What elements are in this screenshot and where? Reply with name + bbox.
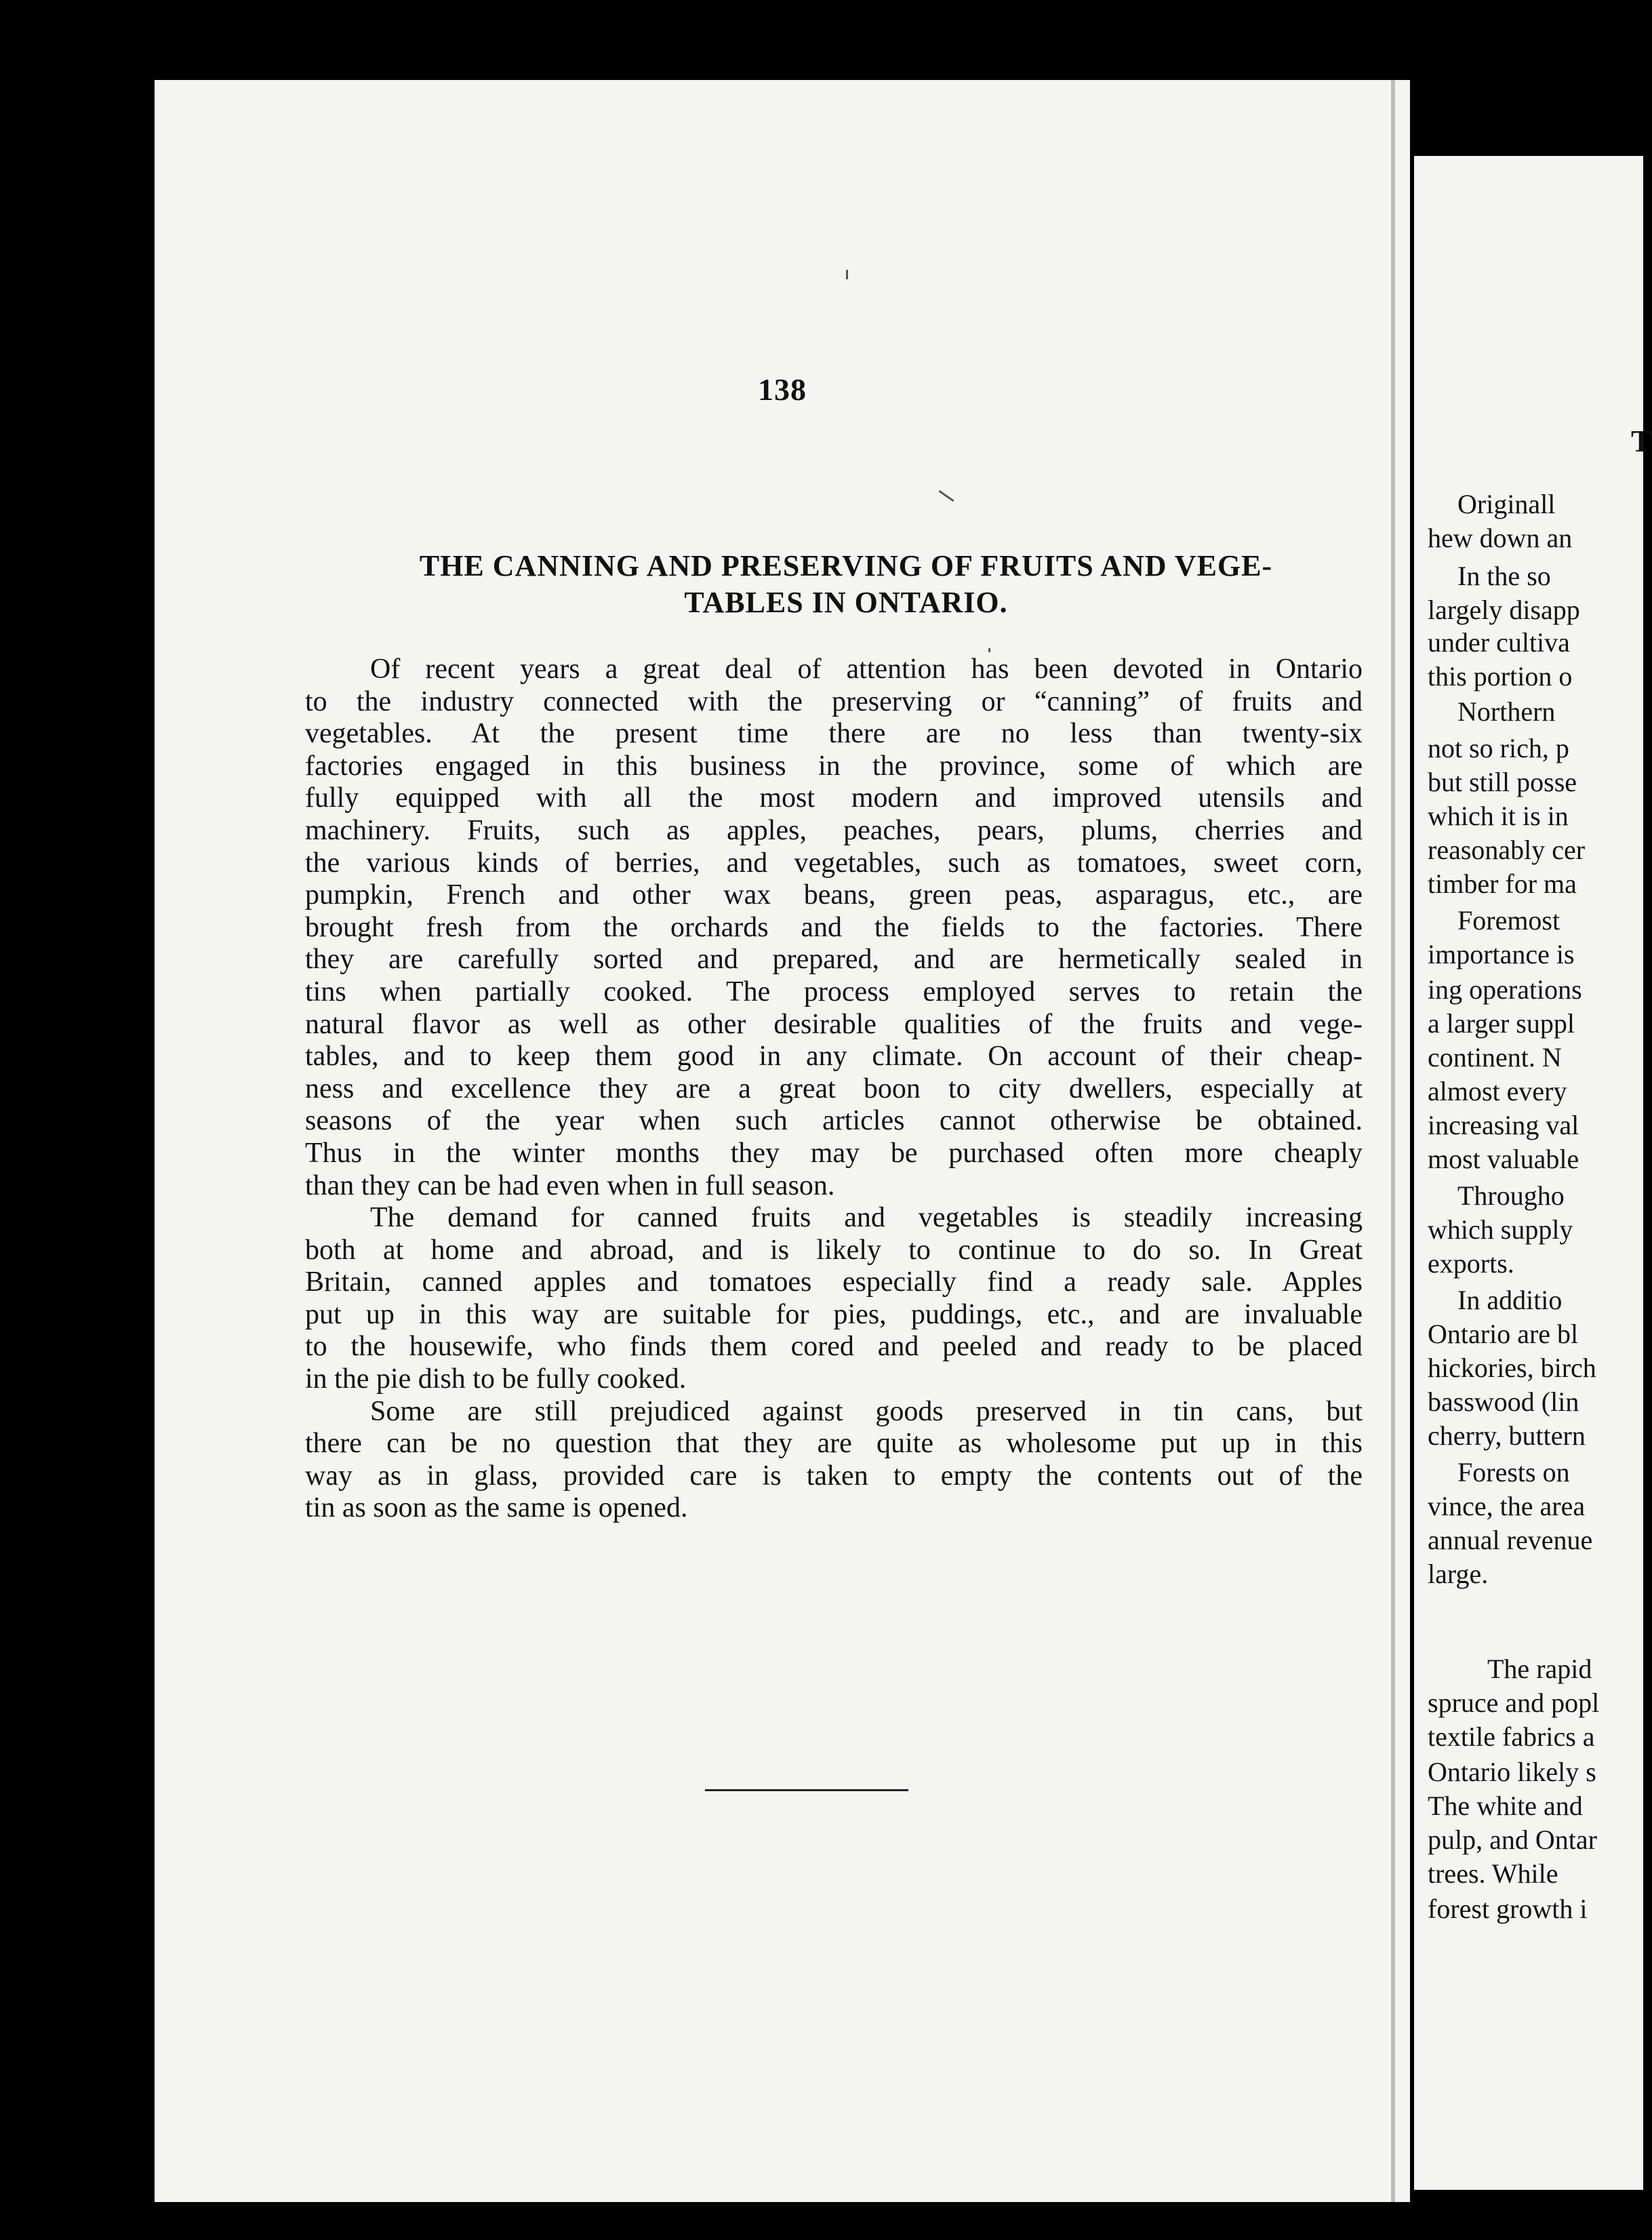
facing-line: under cultiva [1428,627,1570,658]
facing-line: spruce and popl [1428,1687,1600,1718]
facing-line: increasing val [1428,1110,1579,1140]
facing-line: trees. While [1428,1858,1558,1889]
text-line: Thus in the winter months they may be purchased often more cheaply [305,1137,1363,1169]
text-line: ness and excellence they are a great boon to city dwellers, especially at [305,1073,1363,1104]
text-line: machinery. Fruits, such as apples, peaches, pears, plums, cherries and [305,814,1363,846]
text-line: way as in glass, provided care is taken to empty the contents out of the [305,1460,1363,1492]
facing-line: forest growth i [1428,1894,1588,1924]
scan-speck [988,648,990,652]
title-line-2: TABLES IN ONTARIO. [684,586,1008,619]
page-number: 138 [758,372,807,407]
facing-line: largely disapp [1428,595,1580,625]
facing-line: this portion o [1428,661,1573,692]
facing-line: almost every [1428,1076,1567,1106]
paragraph-3 [305,1396,1363,1525]
text-line: pumpkin, French and other wax beans, green peas, asparagus, etc., are [305,879,1363,911]
facing-line: annual revenue [1428,1525,1593,1555]
text-line: Britain, canned apples and tomatoes especially find a ready sale. Apples [305,1266,1363,1298]
facing-line: cherry, buttern [1428,1420,1586,1451]
facing-line: The white and [1428,1791,1583,1821]
facing-line: Forests on [1457,1457,1570,1487]
facing-line: a larger suppl [1428,1008,1575,1039]
text-line: natural flavor as well as other desirable qualities of the fruits and vege- [305,1008,1363,1040]
facing-line: In additio [1457,1285,1563,1315]
text-line: they are carefully sorted and prepared, and are hermetically sealed in [305,944,1363,976]
text-line: to the housewife, who finds them cored and peeled and ready to be placed [305,1331,1363,1363]
page-gutter [1391,80,1395,2202]
facing-line: continent. N [1428,1042,1562,1073]
facing-line: timber for ma [1428,868,1577,899]
facing-line: Ontario are bl [1428,1319,1579,1349]
text-line: to the industry connected with the preserving or “canning” of fruits and [305,685,1363,717]
facing-line: large. [1428,1559,1489,1589]
facing-line: hew down an [1428,523,1573,553]
text-line: tables, and to keep them good in any climate. On account of their cheap- [305,1041,1363,1073]
facing-line: Originall [1457,489,1556,519]
text-line: tins when partially cooked. The process employed serves to retain the [305,976,1363,1007]
left-page [155,80,1410,2202]
text-line: Of recent years a great deal of attention has been devoted in Ontario [370,654,1363,685]
facing-line: hickories, birch [1428,1353,1596,1383]
facing-page-heading-letter: T [1631,424,1652,458]
facing-line: Foremost [1457,905,1560,936]
text-line: in the pie dish to be fully cooked. [305,1363,687,1395]
text-line: there can be no question that they are quite as wholesome put up in this [305,1428,1363,1460]
facing-line: Ontario likely s [1428,1757,1596,1787]
facing-line: exports. [1428,1248,1514,1279]
scan-speck [938,490,954,502]
text-line: brought fresh from the orchards and the fields to the factories. There [305,911,1363,943]
text-line: vegetables. At the present time there are no less than twenty-six [305,718,1363,750]
article-body [305,654,1363,1525]
facing-line: most valuable [1428,1144,1579,1174]
text-line: fully equipped with all the most modern and improved utensils and [305,782,1363,814]
text-line: put up in this way are suitable for pies, puddings, etc., and are invaluable [305,1298,1363,1330]
section-divider-rule [705,1789,908,1791]
text-line: than they can be had even when in full season. [305,1169,835,1201]
text-line: seasons of the year when such articles cannot otherwise be obtained. [305,1105,1363,1137]
facing-line: importance is [1428,939,1575,969]
facing-line: ing operations [1428,974,1582,1005]
facing-line: vince, the area [1428,1491,1586,1521]
paragraph-1 [305,654,1363,1202]
text-line: tin as soon as the same is opened. [305,1492,688,1524]
scan-speck [846,270,848,279]
facing-line: reasonably cer [1428,835,1586,865]
facing-line: In the so [1457,561,1551,591]
facing-line: basswood (lin [1428,1386,1579,1417]
facing-line: which it is in [1428,801,1569,831]
facing-line: which supply [1428,1214,1573,1245]
text-line: Some are still prejudiced against goods preserved in tin cans, but [370,1395,1363,1427]
facing-line: Northern [1457,696,1556,727]
paragraph-2 [305,1202,1363,1396]
facing-line: pulp, and Ontar [1428,1824,1597,1855]
facing-line: not so rich, p [1428,733,1569,763]
title-line-1: THE CANNING AND PRESERVING OF FRUITS AND VEGE- [419,549,1273,582]
facing-line: The rapid [1487,1654,1592,1684]
article-title [283,548,1409,621]
facing-line: Througho [1457,1180,1565,1211]
text-line: both at home and abroad, and is likely to continue to do so. In Great [305,1234,1363,1266]
text-line: factories engaged in this business in the province, some of which are [305,750,1363,782]
text-line: the various kinds of berries, and vegetables, such as tomatoes, sweet corn, [305,847,1363,879]
facing-line: but still posse [1428,767,1577,797]
facing-line: textile fabrics a [1428,1721,1595,1752]
text-line: The demand for canned fruits and vegetables is steadily increasing [370,1202,1363,1234]
